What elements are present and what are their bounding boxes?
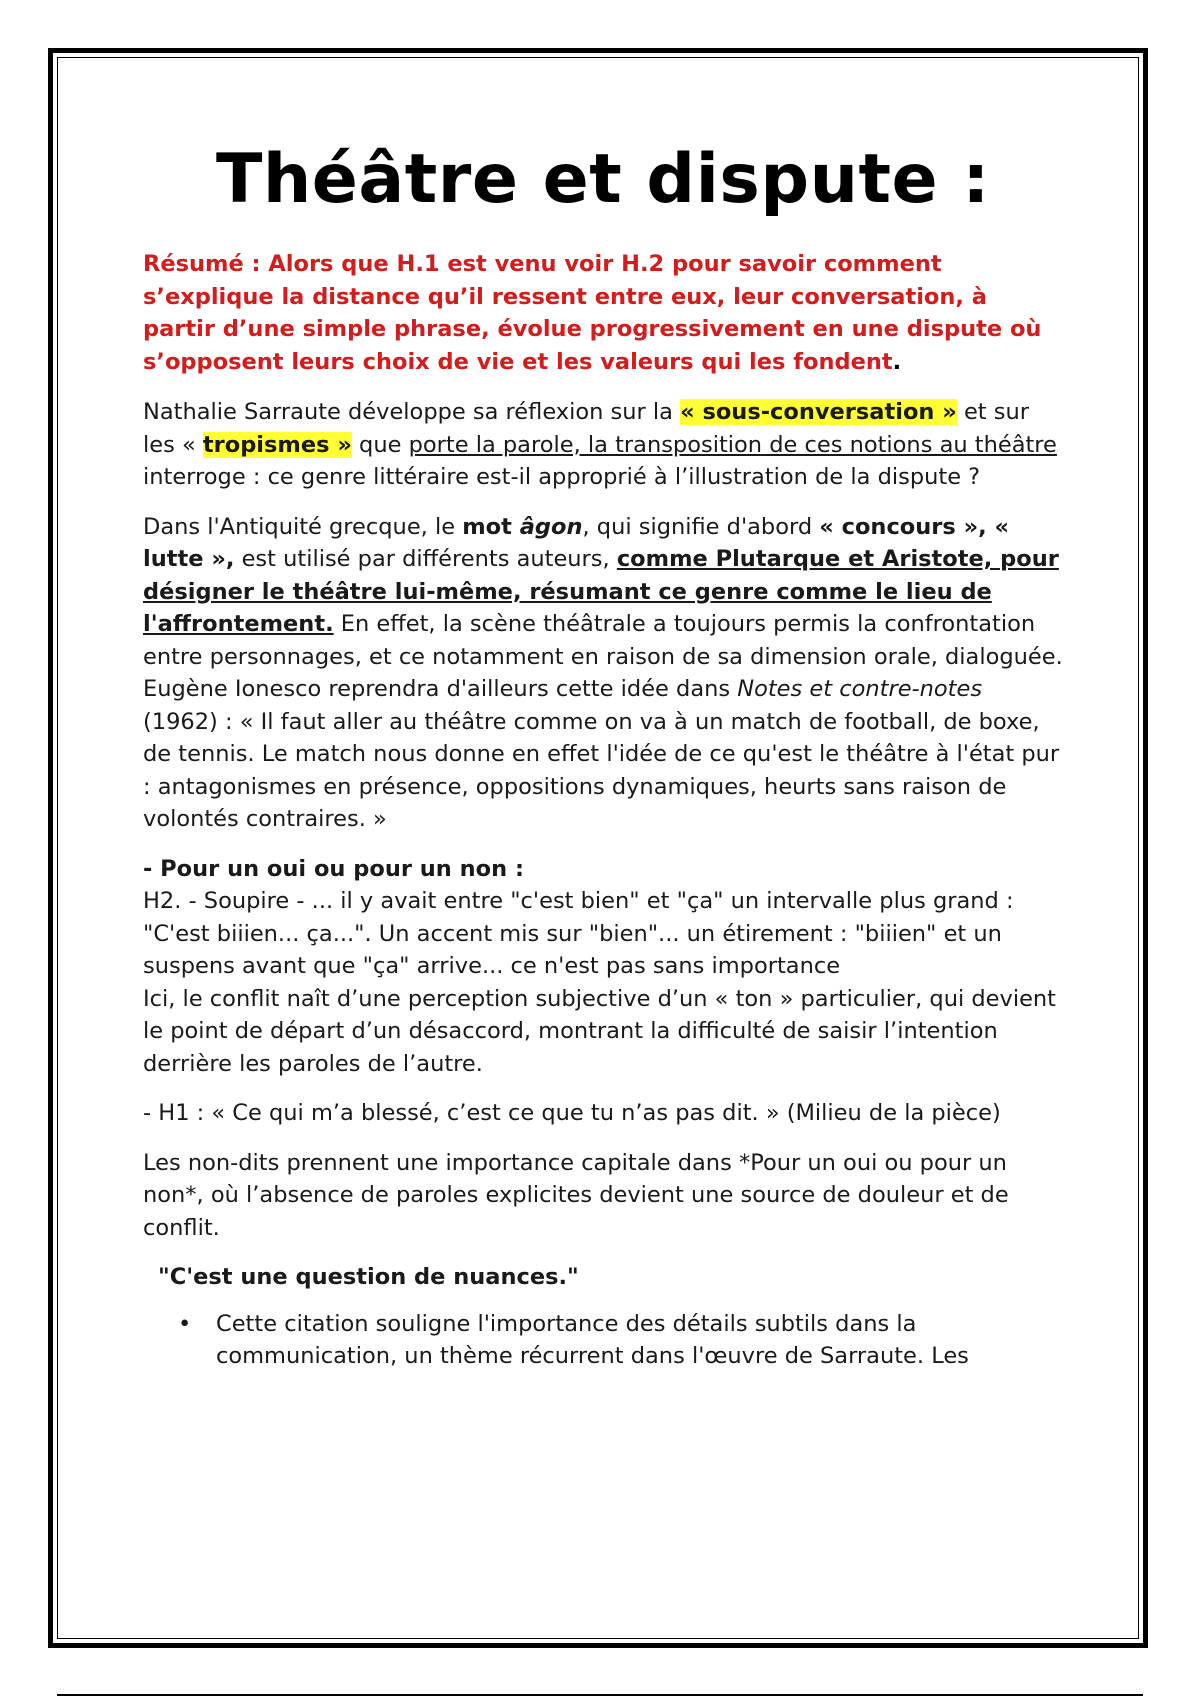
non-dits-paragraph: Les non-dits prennent une importance capitale dans *Pour un oui ou pour un non*, où l’absence de paroles explicites devient une source de douleur et de conflit. bbox=[143, 1149, 1009, 1241]
resume-paragraph bbox=[143, 248, 1063, 378]
agon-bold-italic: âgon bbox=[519, 513, 583, 540]
agon-text-3: est utilisé par différents auteurs, bbox=[234, 546, 617, 572]
intro-underlined: porte la parole, la transposition de ces notions au théâtre bbox=[408, 431, 1057, 458]
intro-text-2: et sur les « bbox=[143, 399, 1029, 458]
intro-paragraph bbox=[143, 396, 1063, 494]
next-page-border bbox=[57, 1694, 1143, 1696]
agon-bold-underlined: comme Plutarque et Aristote, pour désigner le théâtre lui-même, résumant ce genre comme le lieu de l'affrontement. bbox=[143, 546, 1059, 637]
nuances-title: "C'est une question de nuances." bbox=[158, 1264, 579, 1290]
document-content bbox=[143, 140, 1063, 1373]
agon-text-5: (1962) : « Il faut aller au théâtre comme on va à un match de football, de boxe, de tennis. Le match nous donne en effet l'idée de ce qu'est le théâtre à l'état pur : antagonismes en présence, oppositions dynamiques, heurts sans raison de volontés contraires. » bbox=[143, 708, 1060, 832]
section-heading: - Pour un oui ou pour un non : bbox=[143, 855, 524, 882]
agon-paragraph bbox=[143, 511, 1063, 836]
agon-text-4: En effet, la scène théâtrale a toujours permis la confrontation entre personnages, et ce notamment en raison de sa dimension orale, dialoguée. Eugène Ionesco reprendra d'ailleurs cette idée dans bbox=[143, 611, 1063, 702]
intro-text-3: que bbox=[351, 431, 409, 458]
agon-text-2: , qui signifie d'abord bbox=[582, 513, 820, 540]
h1-quote: - H1 : « Ce qui m’a blessé, c’est ce que tu n’as pas dit. » (Milieu de la pièce) bbox=[143, 1100, 1001, 1126]
agon-bold-2: « concours », « lutte », bbox=[143, 513, 1010, 572]
bullet-icon: • bbox=[178, 1310, 192, 1337]
resume-end: . bbox=[892, 348, 902, 375]
intro-text-4: interroge : ce genre littéraire est-il approprié à l’illustration de la dispute ? bbox=[143, 464, 981, 490]
agon-bold-1: mot bbox=[462, 513, 520, 540]
agon-italic-title: Notes et contre-notes bbox=[737, 676, 983, 702]
h2-quote: H2. - Soupire - ... il y avait entre "c'est bien" et "ça" un intervalle plus grand : "C'est biiien... ça...". Un accent mis sur "bien"... un étirement : "biiien" et un suspens avant que "ça" arrive... ce n'est pas sans importance bbox=[143, 888, 1014, 979]
intro-text-1: Nathalie Sarraute développe sa réflexion sur la bbox=[143, 399, 681, 425]
resume-text: Résumé : Alors que H.1 est venu voir H.2 pour savoir comment s’explique la distance qu’il ressent entre eux, leur conversation, à partir d’une simple phrase, évolue progressivement en une dispute où s’opposent leurs choix de vie et les valeurs qui les fondent bbox=[143, 251, 1042, 375]
agon-text-1: Dans l'Antiquité grecque, le bbox=[143, 513, 463, 540]
h2-commentary: Ici, le conflit naît d’une perception subjective d’un « ton » particulier, qui devient le point de départ d’un désaccord, montrant la difficulté de saisir l’intention derrière les paroles de l’autre. bbox=[143, 985, 1056, 1077]
nuances-list bbox=[143, 1308, 1063, 1373]
highlight-sous-conversation: « sous-conversation » bbox=[680, 399, 957, 425]
page-title: Théâtre et dispute : bbox=[216, 140, 990, 219]
list-item-text: Cette citation souligne l'importance des détails subtils dans la communication, un thème récurrent dans l'œuvre de Sarraute. Les bbox=[216, 1310, 969, 1369]
list-item bbox=[178, 1308, 1063, 1373]
highlight-tropismes: tropismes » bbox=[202, 431, 352, 458]
